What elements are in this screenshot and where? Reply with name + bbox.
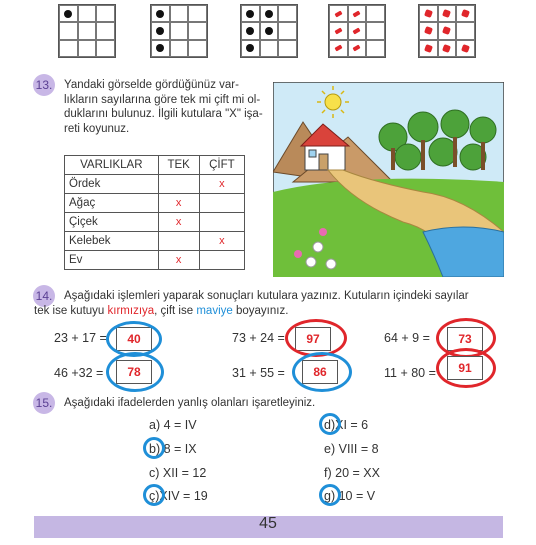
answer-box-1[interactable]: 40 bbox=[116, 327, 152, 351]
page-number: 45 bbox=[259, 515, 277, 532]
option-b[interactable]: b) 8 = IX bbox=[149, 442, 197, 456]
option-f[interactable]: f) 20 = XX bbox=[324, 466, 380, 480]
question-13-text: Yandaki görselde gördüğünüz var- lıkların sayılarına göre tek mi çift mi ol- duklarını bulunuz. İlgili kutulara "X" işa- reti koyunuz. bbox=[64, 79, 263, 135]
option-g[interactable]: g) 10 = V bbox=[324, 489, 376, 503]
pattern-grid-4 bbox=[328, 4, 386, 58]
header-varliklar: VARLIKLAR bbox=[65, 156, 159, 175]
operation-5: 31 + 55 = bbox=[232, 366, 285, 380]
operation-4: 46 +32 = bbox=[54, 366, 104, 380]
question-14-number: 14. bbox=[33, 285, 55, 307]
question-15-text: Aşağıdaki ifadelerden yanlış olanları işaretleyiniz. bbox=[64, 397, 316, 409]
question-15-number: 15. bbox=[33, 392, 55, 414]
table-row: Kelebek x bbox=[65, 232, 245, 251]
answer-box-6[interactable]: 91 bbox=[447, 356, 483, 380]
table-row: Ördek x bbox=[65, 175, 245, 194]
question-14-line-2: tek ise kutuyu kırmızıya, çift ise maviye boyayınız. bbox=[34, 305, 289, 317]
question-13-number: 13. bbox=[33, 74, 55, 96]
option-c[interactable]: c) XII = 12 bbox=[149, 466, 207, 480]
table-row: Çiçek x bbox=[65, 213, 245, 232]
header-tek: TEK bbox=[158, 156, 199, 175]
answer-box-5[interactable]: 86 bbox=[302, 360, 338, 384]
table-row: Ağaç x bbox=[65, 194, 245, 213]
question-14-line-1: Aşağıdaki işlemleri yaparak sonuçları kutulara yazınız. Kutuların içindeki sayılar bbox=[64, 290, 469, 302]
pattern-grid-1 bbox=[58, 4, 116, 58]
answer-box-2[interactable]: 97 bbox=[295, 327, 331, 351]
landscape-illustration bbox=[273, 82, 504, 277]
header-cift: ÇİFT bbox=[199, 156, 244, 175]
parity-table bbox=[64, 155, 245, 270]
option-d[interactable]: d)XI = 6 bbox=[324, 418, 369, 432]
table-row: Ev x bbox=[65, 251, 245, 270]
option-c-cedilla[interactable]: ç)XIV = 19 bbox=[149, 489, 208, 503]
pattern-grid-5 bbox=[418, 4, 476, 58]
operation-1: 23 + 17 = bbox=[54, 331, 107, 345]
option-a[interactable]: a) 4 = IV bbox=[149, 418, 197, 432]
operation-6: 11 + 80 = bbox=[384, 366, 436, 380]
answer-box-4[interactable]: 78 bbox=[116, 360, 152, 384]
pattern-grid-3 bbox=[240, 4, 298, 58]
pattern-grid-2 bbox=[150, 4, 208, 58]
option-e[interactable]: e) VIII = 8 bbox=[324, 442, 379, 456]
answer-box-3[interactable]: 73 bbox=[447, 327, 483, 351]
operation-3: 64 + 9 = bbox=[384, 331, 430, 345]
operation-2: 73 + 24 = bbox=[232, 331, 285, 345]
